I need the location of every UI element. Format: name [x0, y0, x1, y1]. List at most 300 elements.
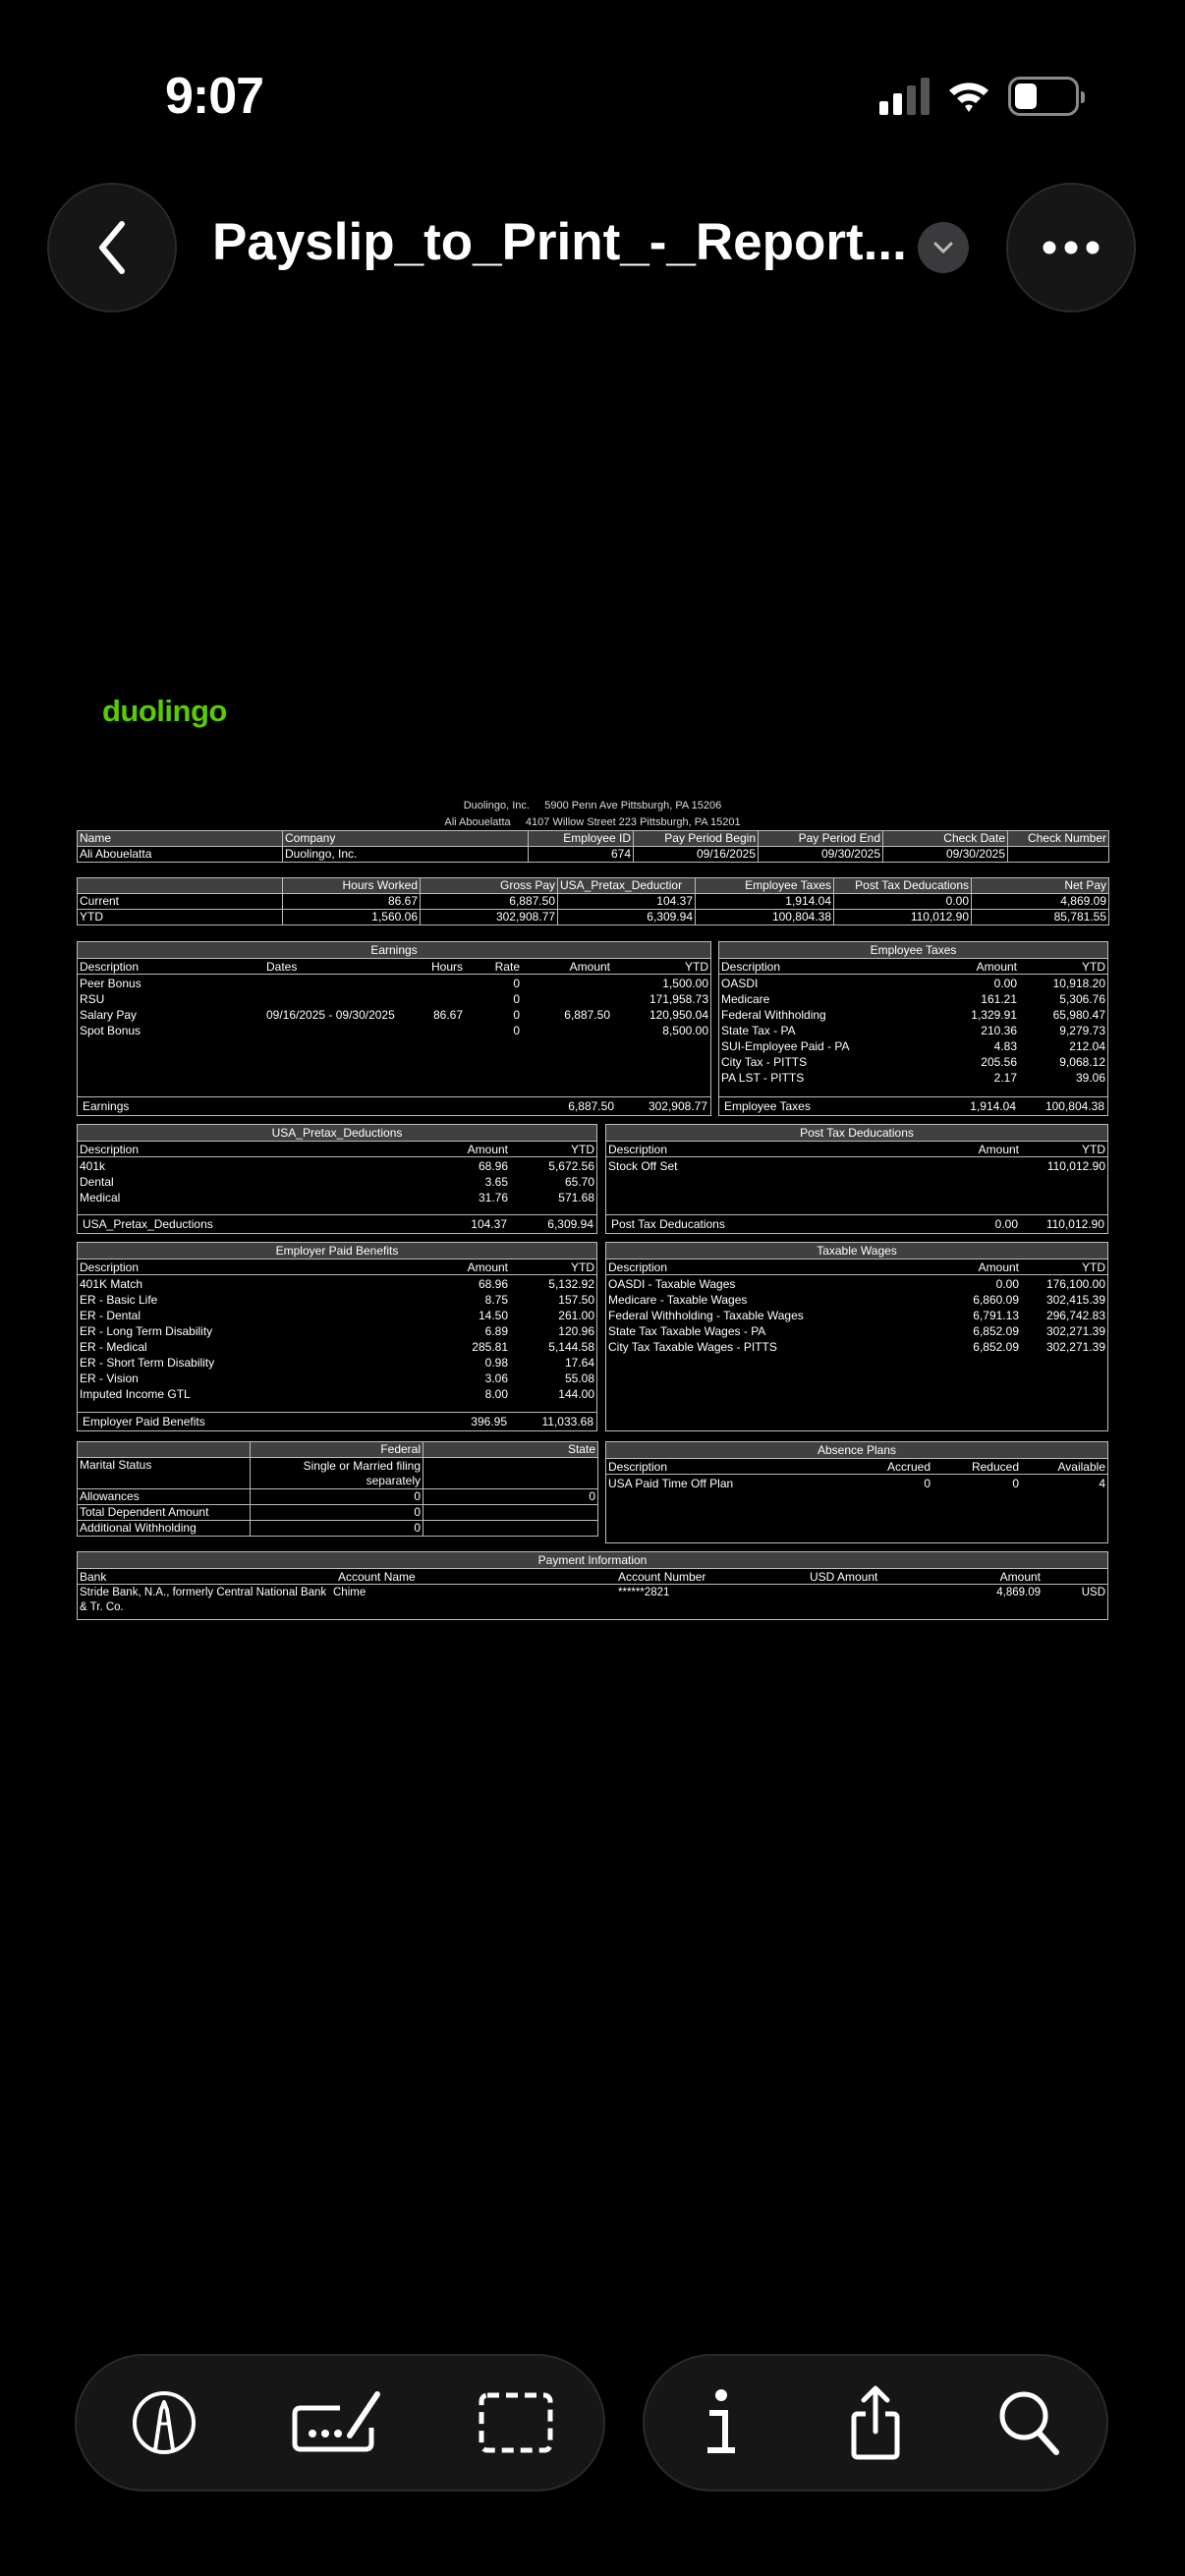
- more-button[interactable]: [1006, 183, 1136, 312]
- cell: 161.21: [981, 992, 1017, 1006]
- col-description: Description: [80, 1143, 140, 1156]
- cell: Peer Bonus: [80, 977, 141, 990]
- cell: 571.68: [558, 1191, 594, 1204]
- col-amount: Amount: [978, 1260, 1019, 1274]
- cell: Medicare - Taxable Wages: [608, 1293, 748, 1307]
- total-amount: 0.00: [994, 1217, 1018, 1231]
- total-label: USA_Pretax_Deductions: [83, 1217, 213, 1231]
- toolbar-right-group: [643, 2354, 1108, 2492]
- cell: 0.98: [484, 1356, 508, 1370]
- col-pretax: USA_Pretax_Deductior: [558, 878, 696, 894]
- table-row: [608, 1292, 1105, 1308]
- cell: 0: [513, 977, 520, 990]
- table-row: [78, 847, 1109, 863]
- col-ytd: YTD: [1082, 960, 1105, 974]
- total-amount: 6,887.50: [568, 1099, 614, 1113]
- col-pay-period-begin: Pay Period Begin: [634, 831, 759, 847]
- table-header-row: [78, 959, 710, 975]
- cell: 144.00: [558, 1387, 594, 1401]
- cell: 39.06: [1075, 1071, 1105, 1085]
- markup-icon: [132, 2390, 197, 2455]
- total-label: Post Tax Deducations: [611, 1217, 725, 1231]
- col-description: Description: [608, 1143, 668, 1156]
- cell: [266, 1023, 423, 1038]
- cell: Additional Withholding: [78, 1521, 251, 1537]
- cell: 3.06: [484, 1372, 508, 1385]
- cell: Single or Married filing separately: [251, 1458, 423, 1489]
- taxable-wages-section: [605, 1242, 1108, 1431]
- cell: 110,012.90: [834, 910, 972, 925]
- cell: Dental: [80, 1175, 114, 1189]
- row-label: YTD: [78, 910, 283, 925]
- cellular-signal-icon: [879, 78, 930, 115]
- title-menu-button[interactable]: [918, 222, 969, 273]
- cell: 110,012.90: [1046, 1159, 1105, 1173]
- table-row: [608, 1158, 1105, 1174]
- cell: 6,852.09: [973, 1324, 1019, 1338]
- col-dates: Dates: [266, 960, 298, 974]
- cell: ER - Dental: [80, 1309, 141, 1322]
- cell: [423, 1505, 598, 1521]
- total-row: [606, 1214, 1107, 1233]
- cell: 171,958.73: [649, 992, 708, 1006]
- cell: 302,271.39: [1045, 1340, 1105, 1354]
- cell: 68.96: [478, 1159, 508, 1173]
- cell: 4,869.09: [972, 894, 1109, 910]
- cell: 3.65: [484, 1175, 508, 1189]
- col-ytd: YTD: [1082, 1260, 1105, 1274]
- cell: PA LST - PITTS: [721, 1071, 805, 1085]
- cell: Allowances: [78, 1489, 251, 1505]
- cell: ER - Basic Life: [80, 1293, 158, 1307]
- cell: ER - Long Term Disability: [80, 1324, 213, 1338]
- cell: 5,144.58: [548, 1340, 594, 1354]
- col-gross-pay: Gross Pay: [421, 878, 558, 894]
- select-region-button[interactable]: [467, 2374, 565, 2472]
- employee-info-table: [77, 830, 1109, 863]
- cell: 09/16/2025 - 09/30/2025: [266, 1008, 395, 1022]
- cell: 0: [423, 1489, 598, 1505]
- cell: [423, 991, 463, 1007]
- total-ytd: 110,012.90: [1045, 1217, 1104, 1231]
- section-title: Taxable Wages: [606, 1243, 1107, 1260]
- status-time: 9:07: [165, 68, 264, 125]
- currency: USD: [1081, 1587, 1105, 1598]
- cell: [423, 1521, 598, 1537]
- col-accrued: Accrued: [886, 1460, 931, 1474]
- cell: 1,560.06: [283, 910, 421, 925]
- search-icon: [997, 2389, 1062, 2456]
- table-row: [80, 1323, 594, 1339]
- cell: State Tax - PA: [721, 1024, 796, 1037]
- cell: 6,887.50: [564, 1008, 610, 1022]
- col-amount: Amount: [978, 1143, 1019, 1156]
- cell: 120,950.04: [649, 1008, 708, 1022]
- table-header-row: [78, 831, 1109, 847]
- col-ytd: YTD: [1082, 1143, 1105, 1156]
- cell: 0: [251, 1521, 423, 1537]
- back-button[interactable]: [47, 183, 177, 312]
- info-icon: [702, 2387, 741, 2458]
- cell: Medicare: [721, 992, 770, 1006]
- table-row: [80, 1190, 594, 1205]
- share-button[interactable]: [826, 2374, 925, 2472]
- cell: 285.81: [472, 1340, 508, 1354]
- cell: 176,100.00: [1045, 1277, 1105, 1291]
- cell: 4: [1099, 1477, 1105, 1490]
- cell: 0: [251, 1489, 423, 1505]
- cell: 8.00: [484, 1387, 508, 1401]
- total-label: Employer Paid Benefits: [83, 1415, 205, 1428]
- wifi-icon: [947, 78, 990, 115]
- search-button[interactable]: [981, 2374, 1079, 2472]
- cell: 6,309.94: [558, 910, 696, 925]
- total-ytd: 302,908.77: [648, 1099, 707, 1113]
- employee-taxes-section: [718, 941, 1108, 1116]
- cell: 2.17: [993, 1071, 1017, 1085]
- cell: [423, 976, 463, 991]
- table-row: [80, 1158, 594, 1174]
- cell: 104.37: [558, 894, 696, 910]
- cell: 157.50: [558, 1293, 594, 1307]
- payment-info-section: [77, 1551, 1108, 1620]
- markup-button[interactable]: [115, 2374, 213, 2472]
- cell: OASDI - Taxable Wages: [608, 1277, 736, 1291]
- col-description: Description: [80, 960, 140, 974]
- bank-name: Stride Bank, N.A., formerly Central National Bank & Tr. Co.: [80, 1587, 327, 1613]
- col-description: Description: [80, 1260, 140, 1274]
- usd-amount: [810, 1586, 932, 1615]
- section-title: Employee Taxes: [719, 942, 1107, 959]
- cell: [266, 991, 423, 1007]
- table-row: [80, 1276, 594, 1292]
- col-ytd: YTD: [571, 1143, 594, 1156]
- col-description: Description: [721, 960, 781, 974]
- cell: 401k: [80, 1159, 106, 1173]
- chevron-down-icon: [932, 241, 954, 254]
- col-hours: Hours: [430, 960, 463, 974]
- cell: 10,918.20: [1052, 977, 1105, 990]
- table-row: [608, 1476, 1105, 1491]
- table-row: [80, 1386, 594, 1402]
- col-federal: Federal: [251, 1442, 423, 1458]
- cell: 5,132.92: [548, 1277, 594, 1291]
- col-blank: [78, 1442, 251, 1458]
- table-row: [80, 1023, 708, 1038]
- cell: 401K Match: [80, 1277, 143, 1291]
- table-row: [78, 1521, 598, 1537]
- cell: [423, 1023, 463, 1038]
- total-row: [719, 1096, 1107, 1115]
- cell: 55.08: [564, 1372, 594, 1385]
- table-header-row: [719, 959, 1107, 975]
- cell: 0: [924, 1477, 931, 1490]
- col-net-pay: Net Pay: [972, 878, 1109, 894]
- total-row: [78, 1214, 596, 1233]
- cell: 14.50: [478, 1309, 508, 1322]
- employee-address: Ali Abouelatta 4107 Willow Street 223 Pittsburgh, PA 15201: [444, 816, 741, 828]
- duolingo-logo: duolingo: [102, 694, 227, 728]
- cell: 296,742.83: [1045, 1309, 1105, 1322]
- table-row: [608, 1276, 1105, 1292]
- pretax-deductions-section: [77, 1124, 597, 1234]
- cell: City Tax Taxable Wages - PITTS: [608, 1340, 777, 1354]
- cell: ER - Vision: [80, 1372, 139, 1385]
- total-amount: 1,914.04: [970, 1099, 1016, 1113]
- select-region-icon: [479, 2392, 553, 2453]
- cell: [520, 1023, 610, 1038]
- cell: Salary Pay: [80, 1008, 138, 1022]
- cell: 6,860.09: [973, 1293, 1019, 1307]
- cell: Federal Withholding - Taxable Wages: [608, 1309, 804, 1322]
- cell: 0.00: [834, 894, 972, 910]
- withholding-table: [77, 1441, 598, 1537]
- col-description: Description: [608, 1460, 668, 1474]
- cell: 261.00: [558, 1309, 594, 1322]
- cell: Spot Bonus: [80, 1024, 141, 1037]
- table-row: [80, 1355, 594, 1371]
- table-row: [78, 1458, 598, 1489]
- table-row: [80, 1174, 594, 1190]
- col-currency: [1041, 1569, 1105, 1584]
- fill-and-sign-button[interactable]: [291, 2374, 389, 2472]
- cell: 0: [251, 1505, 423, 1521]
- cell: 9,068.12: [1059, 1055, 1105, 1069]
- col-reduced: Reduced: [971, 1460, 1019, 1474]
- section-title: Absence Plans: [606, 1442, 1107, 1459]
- fill-sign-icon: [291, 2388, 389, 2457]
- cell: 31.76: [478, 1191, 508, 1204]
- cell: RSU: [80, 992, 105, 1006]
- cell: [266, 976, 423, 991]
- employee-id: 674: [529, 847, 634, 863]
- cell: 1,914.04: [696, 894, 834, 910]
- cell: [423, 1458, 598, 1489]
- table-row: [80, 1007, 708, 1023]
- cell: 17.64: [564, 1356, 594, 1370]
- table-row: [80, 991, 708, 1007]
- cell: City Tax - PITTS: [721, 1055, 808, 1069]
- total-ytd: 100,804.38: [1044, 1099, 1104, 1113]
- col-account-number: Account Number: [618, 1570, 706, 1584]
- table-row: [608, 1323, 1105, 1339]
- col-check-number: Check Number: [1008, 831, 1109, 847]
- table-row: [721, 1070, 1105, 1086]
- table-row: [78, 1585, 1107, 1616]
- table-row: [608, 1339, 1105, 1355]
- total-ytd: 11,033.68: [541, 1415, 593, 1428]
- table-header-row: [78, 878, 1109, 894]
- pay-period-begin: 09/16/2025: [634, 847, 759, 863]
- cell: 100,804.38: [696, 910, 834, 925]
- cell: 8,500.00: [662, 1024, 708, 1037]
- table-row: [721, 1007, 1105, 1023]
- cell: 0: [513, 1008, 520, 1022]
- col-pay-period-end: Pay Period End: [759, 831, 883, 847]
- earnings-section: [77, 941, 711, 1116]
- table-row: [78, 910, 1109, 925]
- col-amount: Amount: [569, 960, 610, 974]
- cell: 0: [513, 992, 520, 1006]
- post-tax-deductions-section: [605, 1124, 1108, 1234]
- cell: 1,500.00: [662, 977, 708, 990]
- cell: 0.00: [995, 1277, 1019, 1291]
- total-label: Earnings: [83, 1099, 130, 1113]
- table-row: [721, 1023, 1105, 1038]
- company-address: Duolingo, Inc. 5900 Penn Ave Pittsburgh, PA 15206: [463, 800, 722, 812]
- cell: 5,672.56: [548, 1159, 594, 1173]
- cell: Marital Status: [78, 1458, 251, 1489]
- table-row: [721, 1038, 1105, 1054]
- col-account-name: Account Name: [338, 1570, 416, 1584]
- table-row: [78, 1505, 598, 1521]
- col-company: Company: [283, 831, 529, 847]
- cell: 68.96: [478, 1277, 508, 1291]
- cell: 6,887.50: [421, 894, 558, 910]
- col-blank: [78, 878, 283, 894]
- document-title[interactable]: Payslip_to_Print_-_Report...: [212, 213, 907, 271]
- table-row: [78, 1489, 598, 1505]
- absence-plans-section: [605, 1441, 1108, 1543]
- cell: [931, 1158, 1019, 1174]
- company-name: Duolingo, Inc.: [283, 847, 529, 863]
- cell: Imputed Income GTL: [80, 1387, 191, 1401]
- col-rate: Rate: [494, 960, 520, 974]
- cell: OASDI: [721, 977, 759, 990]
- ellipsis-icon: [1042, 240, 1100, 255]
- col-usd-amount: USD Amount: [810, 1570, 878, 1584]
- total-row: [78, 1412, 596, 1430]
- col-employee-taxes: Employee Taxes: [696, 878, 834, 894]
- table-header-row: [78, 1260, 596, 1275]
- check-date: 09/30/2025: [883, 847, 1008, 863]
- table-row: [608, 1308, 1105, 1323]
- col-check-date: Check Date: [883, 831, 1008, 847]
- cell: 210.36: [981, 1024, 1017, 1037]
- cell: 9,279.73: [1059, 1024, 1105, 1037]
- pay-period-end: 09/30/2025: [759, 847, 883, 863]
- account-name: Chime: [333, 1587, 367, 1598]
- total-label: Employee Taxes: [724, 1099, 811, 1113]
- cell: 5,306.76: [1059, 992, 1105, 1006]
- cell: ER - Medical: [80, 1340, 147, 1354]
- amount: 4,869.09: [996, 1587, 1041, 1598]
- cell: 302,908.77: [421, 910, 558, 925]
- cell: 4.83: [993, 1039, 1017, 1053]
- cell: 1,329.91: [971, 1008, 1017, 1022]
- cell: USA Paid Time Off Plan: [608, 1477, 734, 1490]
- total-amount: 396.95: [471, 1415, 507, 1428]
- row-label: Current: [78, 894, 283, 910]
- cell: 0.00: [993, 977, 1017, 990]
- total-ytd: 6,309.94: [547, 1217, 593, 1231]
- employee-name: Ali Abouelatta: [78, 847, 283, 863]
- cell: 6,852.09: [973, 1340, 1019, 1354]
- cell: 85,781.55: [972, 910, 1109, 925]
- employer-benefits-section: [77, 1242, 597, 1431]
- col-name: Name: [78, 831, 283, 847]
- cell: Medical: [80, 1191, 121, 1204]
- cell: 120.96: [558, 1324, 594, 1338]
- col-state: State: [423, 1442, 598, 1458]
- total-amount: 104.37: [471, 1217, 507, 1231]
- cell: Total Dependent Amount: [78, 1505, 251, 1521]
- cell: 8.75: [484, 1293, 508, 1307]
- cell: Stock Off Set: [608, 1159, 678, 1173]
- cell: [520, 991, 610, 1007]
- section-title: Payment Information: [78, 1552, 1107, 1569]
- cell: Federal Withholding: [721, 1008, 826, 1022]
- col-ytd: YTD: [685, 960, 708, 974]
- table-row: [80, 1292, 594, 1308]
- info-button[interactable]: [672, 2374, 770, 2472]
- section-title: USA_Pretax_Deductions: [78, 1125, 596, 1142]
- table-header-row: [606, 1142, 1107, 1157]
- cell: 0: [513, 1024, 520, 1037]
- cell: 86.67: [432, 1008, 463, 1022]
- col-post-tax: Post Tax Deducations: [834, 878, 972, 894]
- cell: [520, 976, 610, 991]
- pay-summary-table: [77, 877, 1109, 925]
- table-header-row: [606, 1260, 1107, 1275]
- col-bank: Bank: [80, 1570, 107, 1584]
- table-header-row: [78, 1142, 596, 1157]
- toolbar-left-group: [75, 2354, 605, 2492]
- cell: 65,980.47: [1052, 1008, 1105, 1022]
- status-icons: [879, 77, 1079, 116]
- cell: 0: [1012, 1477, 1019, 1490]
- col-amount: Amount: [976, 960, 1017, 974]
- check-number: [1008, 847, 1109, 863]
- table-row: [721, 976, 1105, 991]
- cell: ER - Short Term Disability: [80, 1356, 215, 1370]
- table-row: [721, 1054, 1105, 1070]
- table-row: [80, 1371, 594, 1386]
- table-header-row: [78, 1442, 598, 1458]
- table-row: [80, 976, 708, 991]
- table-row: [80, 1308, 594, 1323]
- cell: 302,271.39: [1045, 1324, 1105, 1338]
- account-number: ******2821: [618, 1587, 670, 1598]
- table-header-row: [606, 1459, 1107, 1475]
- section-title: Earnings: [78, 942, 710, 959]
- share-icon: [846, 2384, 905, 2461]
- col-ytd: YTD: [571, 1260, 594, 1274]
- col-description: Description: [608, 1260, 668, 1274]
- cell: 6,791.13: [973, 1309, 1019, 1322]
- col-amount: Amount: [467, 1260, 508, 1274]
- cell: 302,415.39: [1045, 1293, 1105, 1307]
- col-amount: Amount: [467, 1143, 508, 1156]
- cell: 65.70: [564, 1175, 594, 1189]
- battery-icon: [1008, 77, 1079, 116]
- cell: SUI-Employee Paid - PA: [721, 1039, 850, 1053]
- col-available: Available: [1057, 1460, 1105, 1474]
- cell: 212.04: [1069, 1039, 1105, 1053]
- total-row: [78, 1096, 710, 1115]
- table-row: [721, 991, 1105, 1007]
- col-amount: Amount: [999, 1570, 1041, 1584]
- col-hours-worked: Hours Worked: [283, 878, 421, 894]
- col-employee-id: Employee ID: [529, 831, 634, 847]
- cell: State Tax Taxable Wages - PA: [608, 1324, 766, 1338]
- table-row: [80, 1339, 594, 1355]
- cell: 86.67: [283, 894, 421, 910]
- chevron-left-icon: [92, 218, 132, 277]
- table-header-row: [78, 1569, 1107, 1585]
- cell: 205.56: [981, 1055, 1017, 1069]
- table-row: [78, 894, 1109, 910]
